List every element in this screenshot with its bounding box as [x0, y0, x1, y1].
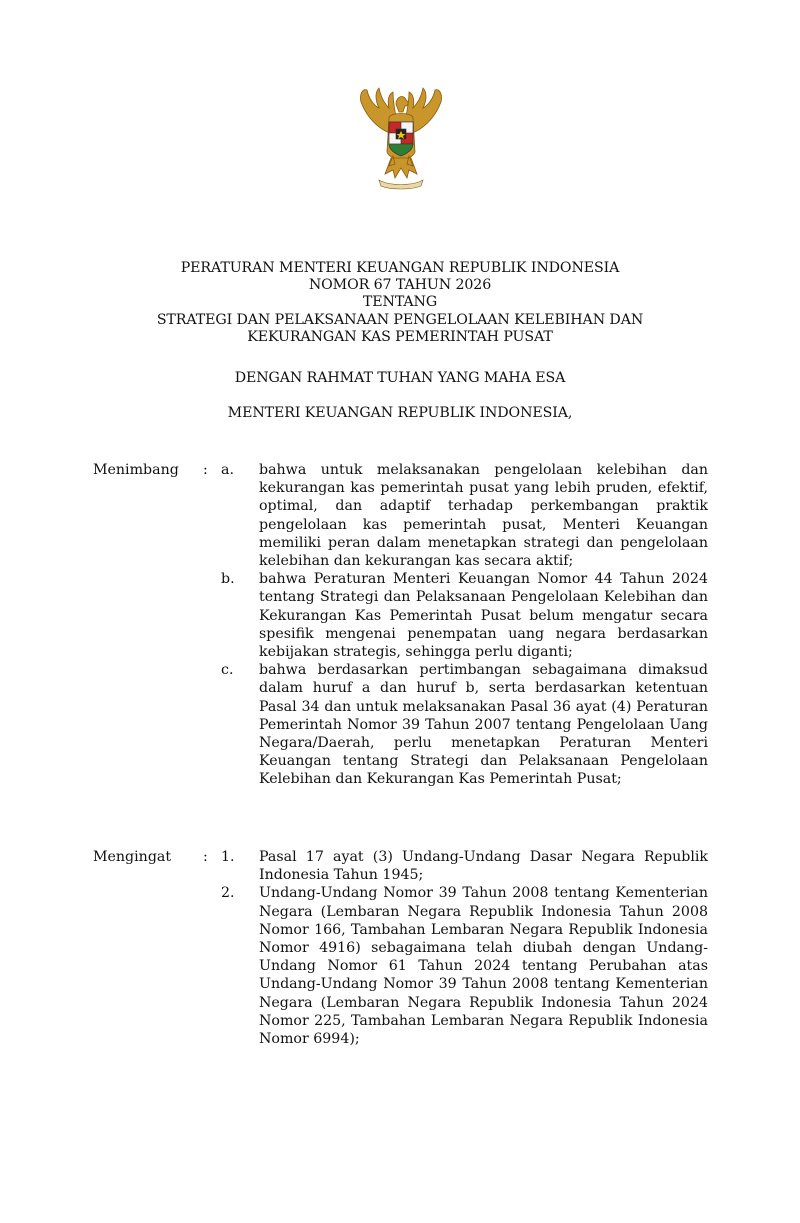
title-line: KEKURANGAN KAS PEMERINTAH PUSAT	[247, 328, 553, 345]
item-marker: c.	[221, 662, 234, 679]
menimbang-section	[0, 461, 800, 789]
item-text: bahwa Peraturan Menteri Keuangan Nomor 44 Tahun 2024 tentang Strategi dan Pelaksanaan Pengelolaan Kelebihan dan Kekurangan Kas Pemerintah Pusat belum mengatur secara spesifik mengenai penempatan uang negara berdasarkan kebijakan strategis, sehingga perlu diganti;	[259, 571, 708, 661]
item-marker: a.	[221, 462, 234, 478]
list-item	[0, 461, 800, 570]
item-text: bahwa berdasarkan pertimbangan sebagaimana dimaksud dalam huruf a dan huruf b, serta berdasarkan ketentuan Pasal 34 dan untuk melaksanakan Pasal 36 ayat (4) Peraturan Pemerintah Nomor 39 Tahun 2007 tentang Pengelolaan Uang Negara/Daerah, perlu menetapkan Peraturan Menteri Keuangan tentang Strategi dan Pelaksanaan Pengelolaan Kelebihan dan Kekurangan Kas Pemerintah Pusat;	[259, 662, 708, 788]
list-item	[0, 661, 800, 788]
title-line: STRATEGI DAN PELAKSANAAN PENGELOLAAN KELEBIHAN DAN	[156, 311, 644, 328]
menimbang-label: Menimbang	[93, 462, 179, 478]
section-colon: :	[203, 849, 208, 865]
item-text: bahwa untuk melaksanakan pengelolaan kelebihan dan kekurangan kas pemerintah pusat yang lebih pruden, efektif, optimal, dan adaptif terhadap perkembangan praktik pengelolaan kas pemerintah pusat, Menteri Keuangan memiliki peran dalam menetapkan strategi dan pengelolaan kelebihan dan kekurangan kas secara aktif;	[259, 462, 708, 570]
regulation-title	[0, 260, 800, 346]
item-marker: 2.	[221, 885, 235, 902]
invocation-text: DENGAN RAHMAT TUHAN YANG MAHA ESA	[234, 370, 566, 386]
item-text: Pasal 17 ayat (3) Undang-Undang Dasar Negara Republik Indonesia Tahun 1945;	[259, 849, 708, 884]
section-colon: :	[203, 462, 208, 478]
list-item	[0, 848, 800, 884]
mengingat-label: Mengingat	[93, 849, 172, 865]
list-item	[0, 884, 800, 1048]
item-marker: 1.	[221, 849, 235, 865]
title-line: TENTANG	[362, 294, 438, 311]
item-marker: b.	[221, 571, 235, 588]
authority-text: MENTERI KEUANGAN REPUBLIK INDONESIA,	[227, 405, 573, 421]
list-item	[0, 570, 800, 661]
title-line: NOMOR 67 TAHUN 2026	[308, 277, 492, 294]
item-text: Undang-Undang Nomor 39 Tahun 2008 tentang Kementerian Negara (Lembaran Negara Republik Indonesia Tahun 2008 Nomor 166, Tambahan Lembaran Negara Republik Indonesia Nomor 4916) sebagaimana telah diubah dengan Undang-Undang Nomor 61 Tahun 2024 tentang Perubahan atas Undang-Undang Nomor 39 Tahun 2008 tentang Kementerian Negara (Lembaran Negara Republik Indonesia Tahun 2024 Nomor 225, Tambahan Lembaran Negara Republik Indonesia Nomor 6994);	[259, 885, 708, 1048]
mengingat-section	[0, 848, 800, 1048]
title-line: PERATURAN MENTERI KEUANGAN REPUBLIK INDONESIA	[180, 260, 620, 276]
garuda-emblem-icon	[349, 82, 453, 190]
